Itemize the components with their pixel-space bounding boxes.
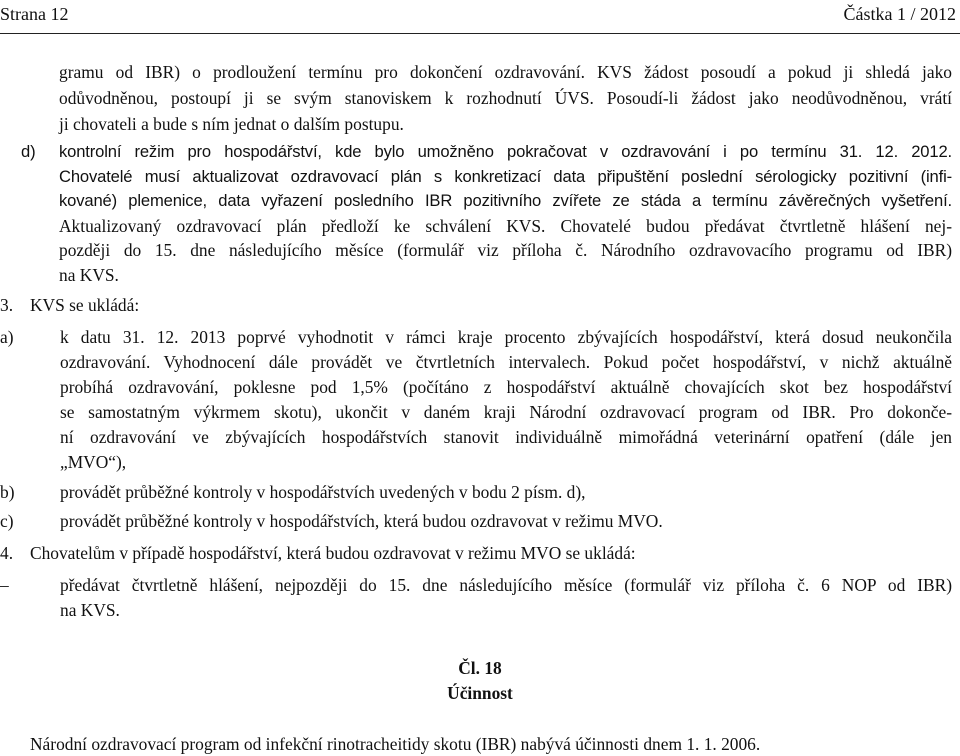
text-line: ji chovateli a bude s ním jednat o dalším postupu. [59,114,404,134]
text-line: kované) plemenice, data vyřazení posledního IBR pozitivního zvířete ze stáda a termínu závěrečných vyšetření. [59,191,952,210]
article-number: Čl. 18 [458,658,502,678]
article-title: Účinnost [447,683,513,703]
text-line: probíhá ozdravování, poklesne pod 1,5% (počítáno z hospodářství aktuálně chovajících skot bez hospodářství [60,377,952,397]
issue-number: Částka 1 / 2012 [843,4,956,24]
text-line: Aktualizovaný ozdravovací plán předloží ke schválení KVS. Chovatelé budou předávat čtvrtletně hlášení nej- [59,216,952,236]
list-marker: d) [21,142,36,161]
section-number: 3. [0,295,14,315]
text-line: provádět průběžné kontroly v hospodářstvích uvedených v bodu 2 písm. d), [60,482,586,502]
page-header [0,4,960,30]
text-line: později do 15. dne následujícího měsíce (formulář viz příloha č. Národního ozdravovacího programu od IBR) [59,240,952,260]
text-line: gramu od IBR) o prodloužení termínu pro dokončení ozdravování. KVS žádost posoudí a pokud ji shledá jako [59,62,952,82]
text-line: odůvodněnou, postoupí ji se svým stanoviskem k rozhodnutí ÚVS. Posoudí-li žádost jako neodůvodněnou, vrátí [59,88,952,108]
section-heading: KVS se ukládá: [30,295,140,315]
dash-marker: – [0,575,9,595]
list-marker: a) [0,327,14,347]
text-line: Chovatelé musí aktualizovat ozdravovací plán s konkretizací data připuštění poslední sérologicky pozitivní (infi- [59,167,952,186]
text-line: na KVS. [59,265,119,285]
text-line: k datu 31. 12. 2013 poprvé vyhodnotit v rámci kraje procento zbývajících hospodářství, která dosud neukončila [60,327,952,347]
text-line: provádět průběžné kontroly v hospodářstvích, která budou ozdravovat v režimu MVO. [60,511,663,531]
text-line: na KVS. [60,600,120,620]
text-line: kontrolní režim pro hospodářství, kde bylo umožněno pokračovat v ozdravování i po termínu 31. 12. 2012. [59,142,952,161]
header-rule [0,33,960,34]
page-number: Strana 12 [0,4,69,24]
closing-sentence: Národní ozdravovací program od infekční rinotracheitidy skotu (IBR) nabývá účinnosti dnem 1. 1. 2006. [30,734,761,754]
text-line: ozdravování. Vyhodnocení dále provádět ve čtvrtletních intervalech. Pokud počet hospodářství, v nichž aktuálně [60,352,952,372]
section-number: 4. [0,543,14,563]
text-line: předávat čtvrtletně hlášení, nejpozději do 15. dne následujícího měsíce (formulář viz příloha č. 6 NOP od IBR) [60,575,952,595]
text-line: „MVO“), [60,452,127,472]
text-line: ní ozdravování ve zbývajících hospodářstvích stanovit individuálně mimořádná veterinární opatření (dále jen [60,427,952,447]
section-heading: Chovatelům v případě hospodářství, která budou ozdravovat v režimu MVO se ukládá: [30,543,636,563]
list-marker: b) [0,482,15,502]
text-line: se samostatným výkrmem skotu), ukončit v daném kraji Národní ozdravovací program od IBR. Pro dokonče- [60,402,952,422]
list-marker: c) [0,511,14,531]
